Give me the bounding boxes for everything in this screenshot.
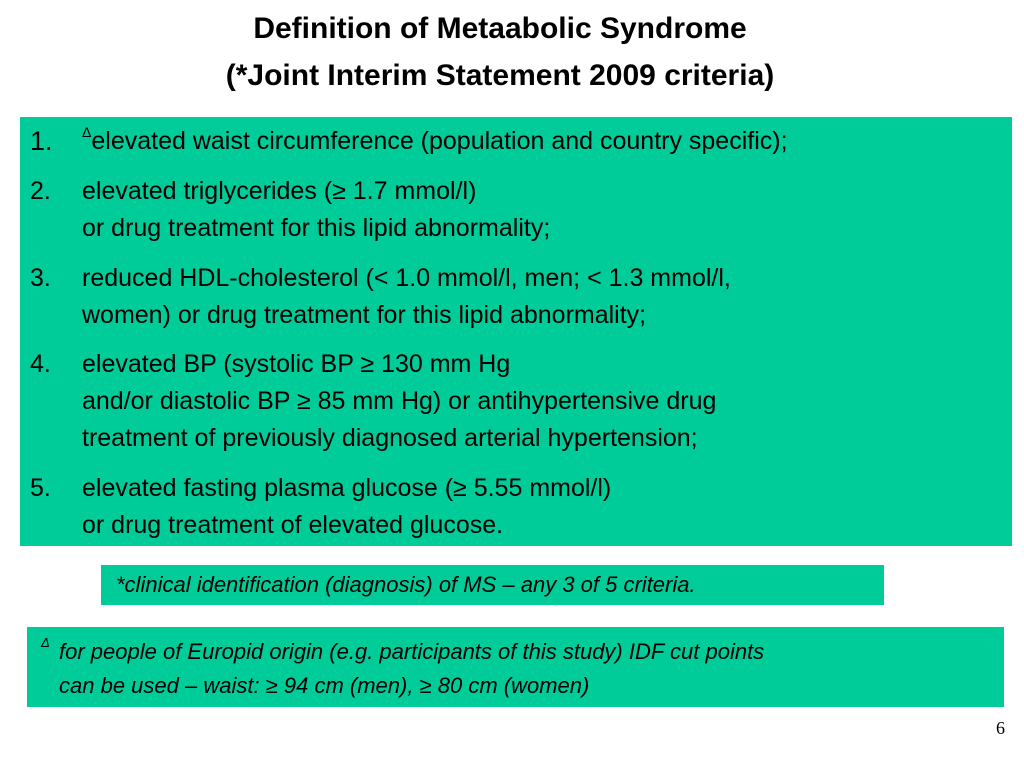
criteria-box xyxy=(20,117,1012,546)
slide-title-line1: Definition of Metaabolic Syndrome xyxy=(253,12,747,45)
criteria-text-2 xyxy=(82,173,1002,247)
criteria-text-1 xyxy=(82,123,1002,163)
footnote-line-2: can be used – waist: ≥ 94 cm (men), ≥ 80 cm (women) xyxy=(59,673,590,698)
criteria-line-4-2: and/or diastolic BP ≥ 85 mm Hg) or antihypertensive drug xyxy=(82,387,717,415)
criteria-line-4-1: elevated BP (systolic BP ≥ 130 mm Hg xyxy=(82,350,511,378)
diagnosis-note-box xyxy=(101,565,884,605)
criteria-number-4: 4. xyxy=(30,350,51,378)
criteria-line-3-2: women) or drug treatment for this lipid abnormality; xyxy=(82,301,647,329)
footnote-box xyxy=(27,627,1004,707)
criteria-line-1-1: elevated waist circumference (population and country specific); xyxy=(91,127,788,155)
diagnosis-note: *clinical identification (diagnosis) of MS – any 3 of 5 criteria. xyxy=(116,572,696,597)
page-number: 6 xyxy=(996,718,1005,738)
criteria-number-2: 2. xyxy=(30,177,51,205)
criteria-line-5-1: elevated fasting plasma glucose (≥ 5.55 mmol/l) xyxy=(82,474,612,502)
criteria-text-4 xyxy=(82,346,1002,457)
criteria-number-5: 5. xyxy=(30,474,51,502)
criteria-text-3 xyxy=(82,260,1002,334)
delta-superscript: Δ xyxy=(82,124,92,140)
criteria-line-4-3: treatment of previously diagnosed arterial hypertension; xyxy=(82,424,698,452)
footnote-delta-superscript: Δ xyxy=(41,635,50,650)
slide-title-line2: (*Joint Interim Statement 2009 criteria) xyxy=(225,59,775,92)
criteria-line-3-1: reduced HDL-cholesterol (< 1.0 mmol/l, men; < 1.3 mmol/l, xyxy=(82,264,731,292)
criteria-line-2-1: elevated triglycerides (≥ 1.7 mmol/l) xyxy=(82,177,477,205)
criteria-number-3: 3. xyxy=(30,264,51,292)
criteria-line-2-2: or drug treatment for this lipid abnormality; xyxy=(82,214,551,242)
criteria-line-5-2: or drug treatment of elevated glucose. xyxy=(82,511,504,539)
criteria-text-5 xyxy=(82,470,1002,544)
criteria-number-1: 1. xyxy=(30,126,53,156)
footnote-line-1: for people of Europid origin (e.g. participants of this study) IDF cut points xyxy=(59,639,765,664)
